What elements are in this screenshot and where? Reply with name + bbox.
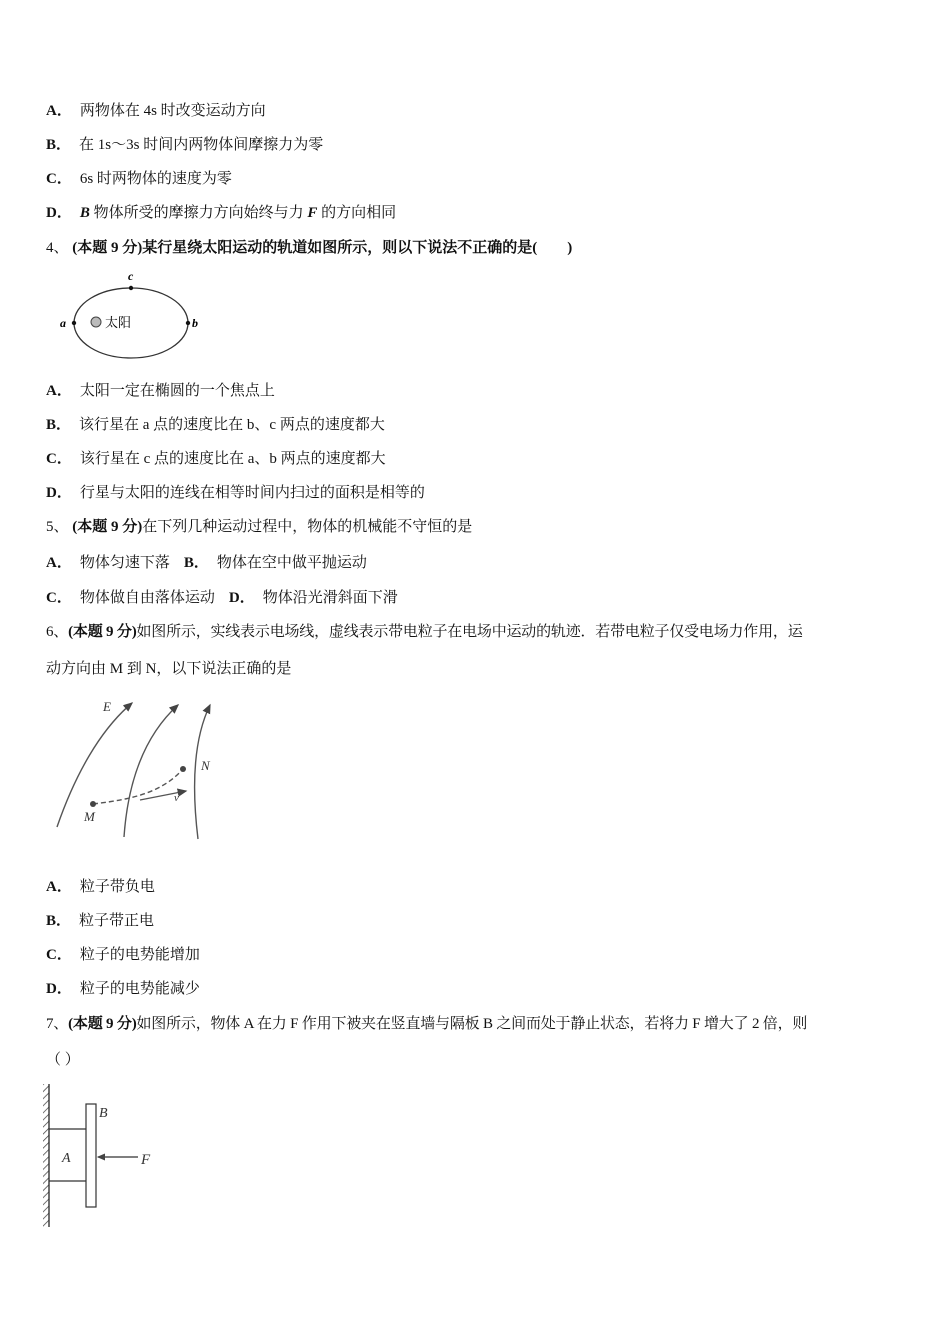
option-label: C． — [46, 171, 72, 187]
velocity-arrow — [140, 791, 186, 800]
option-var-b: B — [79, 205, 90, 221]
label-v: v — [174, 792, 179, 804]
option-text: 粒子带正电 — [79, 913, 155, 929]
option-label: C． — [46, 947, 72, 963]
option-text: 该行星在 c 点的速度比在 a、b 两点的速度都大 — [79, 451, 386, 467]
option-label: B． — [46, 417, 72, 433]
label-f: F — [141, 1152, 151, 1168]
option-text: 在 1s～3s 时间内两物体间摩擦力为零 — [79, 137, 324, 153]
option-label: C． — [46, 451, 72, 467]
question-number: 5、 — [46, 519, 69, 535]
option-text-mid: 物体所受的摩擦力方向始终与力 — [89, 205, 308, 221]
label-m: M — [84, 809, 95, 824]
label-n: N — [201, 758, 210, 773]
point-m — [90, 801, 96, 807]
question-score: (本题 9 分) — [72, 240, 143, 256]
q4-option-b — [46, 415, 385, 435]
question-text: 动方向由 M 到 N，以下说法正确的是 — [46, 661, 292, 677]
q5-stem — [46, 517, 472, 537]
q4-option-a — [46, 381, 275, 401]
q6-option-d — [46, 979, 200, 999]
label-e: E — [103, 699, 111, 714]
option-text: 物体匀速下落 — [79, 555, 170, 571]
q4-option-c — [46, 449, 386, 469]
q5-options-row-2 — [46, 588, 398, 608]
question-score: (本题 9 分) — [68, 624, 137, 640]
orbit-figure — [55, 268, 205, 363]
option-text: 太阳一定在椭圆的一个焦点上 — [79, 383, 275, 399]
option-text: 6s 时两物体的速度为零 — [79, 171, 232, 187]
q3-option-a — [46, 101, 266, 121]
option-label: A． — [46, 103, 72, 119]
point-a — [72, 321, 76, 325]
option-text: 粒子带负电 — [79, 879, 155, 895]
question-text: 如图所示，物体 A 在力 F 作用下被夹在竖直墙与隔板 B 之间而处于静止状态，若将力 F 增大了 2 倍，则 — [136, 1016, 808, 1032]
option-label: D． — [46, 485, 72, 501]
question-text: 某行星绕太阳运动的轨道如图所示，则以下说法不正确的是( ) — [142, 240, 573, 256]
q6-stem-line-2 — [46, 659, 291, 679]
point-c — [129, 286, 133, 290]
label-c: c — [128, 269, 134, 283]
option-text: 该行星在 a 点的速度比在 b、c 两点的速度都大 — [79, 417, 385, 433]
option-label: A． — [46, 879, 72, 895]
option-label: B． — [46, 137, 72, 153]
option-label: D． — [46, 205, 72, 221]
label-b: b — [192, 316, 198, 330]
q3-option-b — [46, 135, 323, 155]
q6-option-a — [46, 877, 155, 897]
electric-field-figure — [50, 695, 230, 845]
wall-hatching — [43, 1084, 49, 1227]
option-text: 两物体在 4s 时改变运动方向 — [79, 103, 266, 119]
question-number: 6、 — [46, 624, 69, 640]
question-score: (本题 9 分) — [68, 1016, 137, 1032]
option-label: D． — [228, 590, 255, 606]
q7-stem-line-1 — [46, 1014, 807, 1034]
option-label: C． — [46, 590, 72, 606]
q3-option-c — [46, 169, 232, 189]
answer-blank: （ ） — [46, 1052, 80, 1068]
label-b: B — [99, 1106, 108, 1121]
sun-icon — [91, 317, 101, 327]
option-text: 物体做自由落体运动 — [79, 590, 215, 606]
wall-block-figure — [40, 1080, 170, 1235]
option-text: 粒子的电势能增加 — [79, 947, 200, 963]
q4-stem — [46, 238, 572, 258]
option-text: 物体在空中做平抛运动 — [216, 555, 367, 571]
q4-option-d — [46, 483, 425, 503]
point-n — [180, 766, 186, 772]
question-number: 7、 — [46, 1016, 69, 1032]
option-label: B． — [183, 555, 209, 571]
board-b — [86, 1104, 96, 1207]
q6-stem-line-1 — [46, 622, 803, 642]
point-b — [186, 321, 190, 325]
label-a: A — [62, 1151, 71, 1166]
option-var-f: F — [307, 205, 318, 221]
q7-stem-line-2 — [46, 1050, 80, 1070]
question-text: 如图所示，实线表示电场线，虚线表示带电粒子在电场中运动的轨迹．若带电粒子仅受电场力作用，运 — [136, 624, 803, 640]
option-label: B． — [46, 913, 72, 929]
question-score: (本题 9 分) — [72, 519, 143, 535]
q6-option-c — [46, 945, 200, 965]
option-text: 粒子的电势能减少 — [79, 981, 200, 997]
question-text: 在下列几种运动过程中，物体的机械能不守恒的是 — [142, 519, 473, 535]
option-label: A． — [46, 383, 72, 399]
q5-options-row-1 — [46, 553, 367, 573]
option-label: D． — [46, 981, 72, 997]
trajectory-dashed — [93, 769, 183, 804]
option-text: 物体沿光滑斜面下滑 — [262, 590, 398, 606]
option-text: 行星与太阳的连线在相等时间内扫过的面积是相等的 — [79, 485, 425, 501]
label-sun: 太阳 — [105, 316, 132, 331]
q3-option-d — [46, 203, 396, 223]
option-text-post: 的方向相同 — [317, 205, 397, 221]
question-number: 4、 — [46, 240, 69, 256]
option-label: A． — [46, 555, 72, 571]
q6-option-b — [46, 911, 154, 931]
field-line-2 — [124, 705, 178, 837]
label-a: a — [60, 316, 66, 330]
